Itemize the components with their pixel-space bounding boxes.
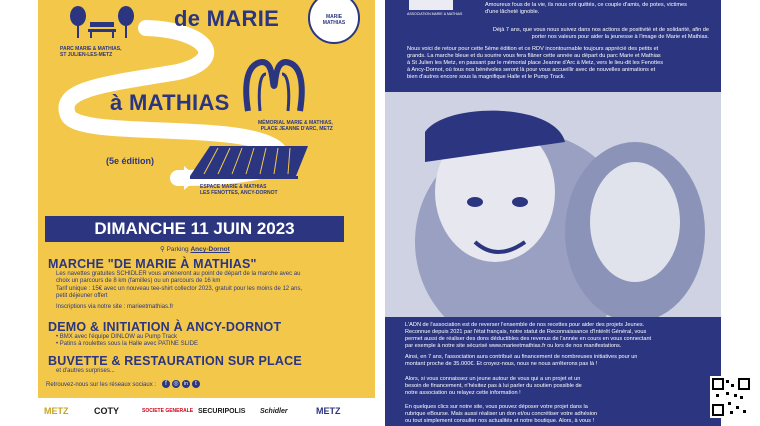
memorial-icon xyxy=(238,56,310,112)
place-park: PARC MARIE & MATHIAS, ST JULIEN-LES-METZ xyxy=(60,46,122,58)
paragraph-6: Alors, si vous connaissez un jeune autour de vous qui a un projet et un besoin de financement, n'hésitez pas à lui parler du soutien possible de notre association ou relayez cette information ! xyxy=(405,376,582,396)
event-date: DIMANCHE 11 JUIN 2023 xyxy=(45,216,344,242)
sponsor-bar xyxy=(38,398,375,426)
sponsor-logo: METZ xyxy=(316,406,341,416)
march-title: MARCHE "DE MARIE À MATHIAS" xyxy=(48,257,257,271)
paragraph-4: L'ADN de l'association est de reverser l'ensemble de nos recettes pour aider des projets Jeunes. Reconnue depuis 2021 par l'état français, notre statut de Reconnaissance d'Intérêt Général, vous permet aussi de réaliser des dons déductibles des revenus de l'année en cours en vous connectant par exemple à notre site sécurisé www.marieetmathias.fr ou lors de nos manifestations. xyxy=(405,322,652,349)
place-hall: ESPACE MARIE & MATHIAS LES FENOTTES, ANCY-DORNOT xyxy=(200,184,278,196)
logo-caption: ASSOCIATION MARIE & MATHIAS xyxy=(407,12,463,16)
association-logo: MARIE MATHIAS xyxy=(308,0,360,44)
linkedin-icon[interactable]: in xyxy=(182,380,190,388)
twitter-icon[interactable]: t xyxy=(192,380,200,388)
edition-label: (5e édition) xyxy=(106,156,155,166)
facebook-icon[interactable]: f xyxy=(162,380,170,388)
qr-code-icon[interactable] xyxy=(710,376,752,418)
location-pin-icon: ⚲ xyxy=(160,246,165,253)
photo-portrait xyxy=(385,92,721,317)
sponsor-logo: Schidler xyxy=(260,408,288,415)
buvette-title: BUVETTE & RESTAURATION SUR PLACE xyxy=(48,354,302,368)
title-line-1: de MARIE xyxy=(174,6,280,31)
demo-title: DEMO & INITIATION À ANCY-DORNOT xyxy=(48,320,282,334)
couple-photo xyxy=(385,92,721,317)
paragraph-3: Nous voici de retour pour cette 5ème édition et ce RDV incontournable toujours apprécié des petits et grands. La marche bleue et du sourire vous fera flâner cette année au départ du parc Marie et Mathias à St Julien les Metz, en passant par le mémorial place Jeanne d'Arc à Metz, vers le lieu-dit les Fenottes à Ancy-Dornot, où tous nos bénévoles seront là pour vous accueillir avec de nouvelles animations et bien d'autres encore sous la magnifique Halle et le Pump Track. xyxy=(407,46,664,80)
hall-icon xyxy=(190,142,310,184)
paragraph-2: Déjà 7 ans, que vous nous suivez dans nos actions de positivité et de solidarité, afin de porter nos valeurs pour aider la jeunesse à l'image de Marie et Mathias. xyxy=(492,27,709,40)
paragraph-5: Ainsi, en 7 ans, l'association aura contribué au financement de nombreuses initiatives pour un montant proche de 35.000€. Et croyez-nous, nous ne nous arrêterons pas là ! xyxy=(405,354,638,367)
buvette-subtitle: et d'autres surprises... xyxy=(56,368,115,374)
intro-text: Amoureux fous de la vie, ils nous ont quittés, ce couple d'amis, de potes, victimes d'une lâcheté ignoble. xyxy=(485,2,687,15)
sponsor-logo: COTY xyxy=(94,406,120,416)
social-icons xyxy=(162,380,200,388)
march-details: Les navettes gratuites SCHIDLER vous amèneront au point de départ de la marche avec au choix un parcours de 8 km (familles) ou un parcours de 16 km Tarif unique : 15€ avec un nouveau tee-shirt collector 2023, gratuit pour les moins de 12 ans, petit déjeuner offert Inscriptions via notre site : marieetmathias.fr xyxy=(56,271,303,310)
sponsor-logo: SECURIPOLIS xyxy=(198,408,246,415)
sponsor-logo: SOCIETE GENERALE xyxy=(142,408,194,414)
demo-details: • BMX avec l'équipe DINLOW au Pump Track • Patins à roulettes sous la Halle avec PATINE SLIDE xyxy=(56,334,198,348)
instagram-icon[interactable]: ◎ xyxy=(173,381,179,387)
sponsor-logo: METZ xyxy=(44,406,69,416)
paragraph-7: En quelques clics sur notre site, vous pouvez déposer votre projet dans la rubrique eBourse. Mais aussi réaliser un don et/ou concrétiser votre adhésion ou tout simplement consulter nos actualités et notre boutique. Alors, à vous ! xyxy=(405,404,598,424)
place-memorial: MÉMORIAL MARIE & MATHIAS, PLACE JEANNE D'ARC, METZ xyxy=(258,120,333,132)
flyer-back xyxy=(385,0,721,426)
title-line-2: à MATHIAS xyxy=(110,90,230,115)
parking-info: ⚲ Parking Ancy-Dornot xyxy=(160,246,230,253)
social-text: Retrouvez-nous sur les réseaux sociaux : xyxy=(46,382,157,388)
